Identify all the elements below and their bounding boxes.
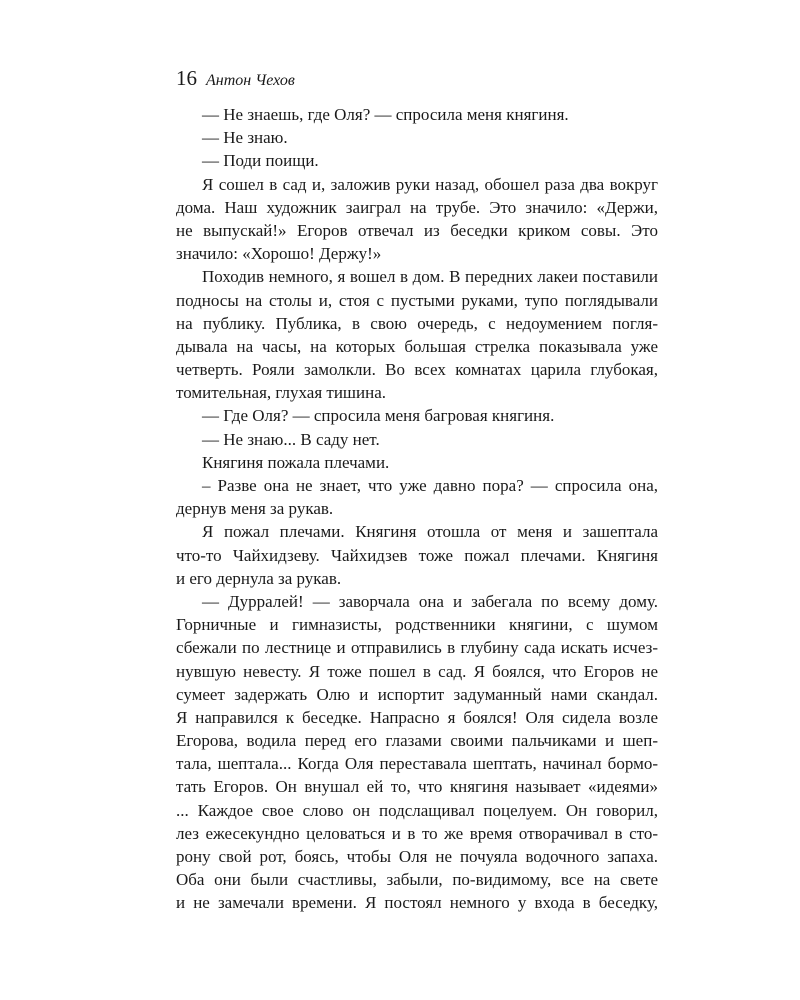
text-line: — Не знаю. [202,128,288,148]
text-line: на публику. Публика, в свою очередь, с недоумением погля- [176,313,658,333]
text-line: – Разве она не знает, что уже давно пора? — спросила она, [202,476,658,495]
text-line: дернув меня за рукав. [176,499,334,519]
body-text [176,103,658,915]
text-line: ... Каждое свое слово он подслащивал поцелуем. Он говорил, [176,800,658,820]
text-line: томительная, глухая тишина. [176,383,387,403]
text-line: Я сошел в сад и, заложив руки назад, обошел раза два вокруг [202,174,658,194]
text-line: сбежали по лестнице и отправились в глубину сада искать исчез- [176,638,658,658]
text-line: значило: «Хорошо! Держу!» [176,244,382,264]
text-line: тала, шептала... Когда Оля переставала шептать, начинал бормо- [176,754,658,774]
text-line: Горничные и гимназисты, родственники княгини, с шумом [176,615,658,635]
text-line: — Не знаешь, где Оля? — спросила меня княгиня. [202,105,569,124]
text-line: дома. Наш художник заиграл на трубе. Это значило: «Держи, [176,197,658,217]
text-line: — Не знаю... В саду нет. [202,429,380,449]
text-line: четверть. Рояли замолкли. Во всех комнатах царила глубокая, [176,360,658,380]
text-line: Я пожал плечами. Княгиня отошла от меня и зашептала [202,522,658,542]
text-line: и не замечали времени. Я постоял немного у входа в беседку, [176,893,658,913]
text-line: Егорова, водила перед его глазами своими пальчиками и шеп- [176,731,658,751]
page-number: 16 [176,66,197,90]
text-line: Походив немного, я вошел в дом. В передних лакеи поставили [202,267,658,287]
text-line: рону свой рот, боясь, чтобы Оля не почуяла водочного запаха. [176,847,658,866]
text-line: — Поди поищи. [202,151,319,171]
text-line: не выпускай!» Егоров отвечал из беседки криком совы. Это [176,220,658,240]
text-line: сумеет задержать Олю и испортит задуманный нами скандал. [176,684,658,704]
text-line: нувшую невесту. Я тоже пошел в сад. Я боялся, что Егоров не [176,661,658,681]
text-line: и его дернула за рукав. [176,568,342,588]
text-line: что-то Чайхидзеву. Чайхидзев тоже пожал плечами. Княгиня [176,545,658,565]
text-line: подносы на столы и, стоя с пустыми руками, тупо поглядывали [176,290,658,310]
text-line: лез ежесекундно целоваться и в то же время отворачивал в сто- [176,823,658,843]
text-line: — Где Оля? — спросила меня багровая княгиня. [202,406,555,426]
text-line: Княгиня пожала плечами. [202,452,390,472]
running-head [176,66,295,93]
author-name: Антон Чехов [206,72,295,89]
text-line: тать Егоров. Он внушал ей то, что княгиня называет «идеями» [176,777,658,797]
text-line: — Дурралей! — заворчала она и забегала по всему дому. [202,591,658,611]
text-line: Оба они были счастливы, забыли, по-видимому, все на свете [176,870,658,890]
text-line: Я направился к беседке. Напрасно я боялся! Оля сидела возле [176,707,658,727]
text-line: дывала на часы, на которых большая стрелка показывала уже [176,336,658,356]
